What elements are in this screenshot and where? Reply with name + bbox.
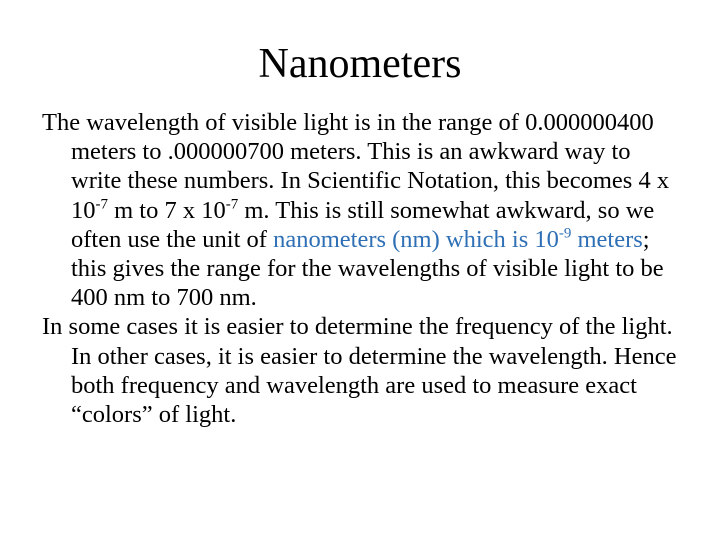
slide-title: Nanometers bbox=[258, 41, 462, 87]
nanometer-definition-highlight bbox=[273, 226, 643, 253]
para1-text-4: ; this gives the range for the wavelengths of visible light to be 400 nm to 700 nm. bbox=[71, 225, 664, 312]
para1-text-2: m to 7 x 10 bbox=[108, 196, 226, 224]
para1-text-1: The wavelength of visible light is in the range of 0.000000400 meters to .000000700 meters. This is an awkward way to write these numbers. In Scientific Notation, this becomes 4 x 10 bbox=[42, 109, 670, 224]
exponent-2: -7 bbox=[225, 196, 239, 213]
paragraph-wavelength-range bbox=[42, 108, 682, 312]
paragraph-frequency-wavelength: In some cases it is easier to determine the frequency of the light. In other cases, it is easier to determine the wavelength. Hence both frequency and wavelength are used to measure exact “colors” of light. bbox=[42, 313, 677, 429]
exponent-1: -7 bbox=[95, 196, 108, 213]
highlight-text-1: nanometers (nm) which is 10 bbox=[273, 225, 559, 253]
slide-body bbox=[42, 108, 682, 429]
exponent-3: -9 bbox=[558, 225, 572, 242]
para1-text-3: m. This is still somewhat awkward, so we often use the unit of bbox=[71, 196, 655, 253]
highlight-text-2: meters bbox=[571, 225, 643, 253]
